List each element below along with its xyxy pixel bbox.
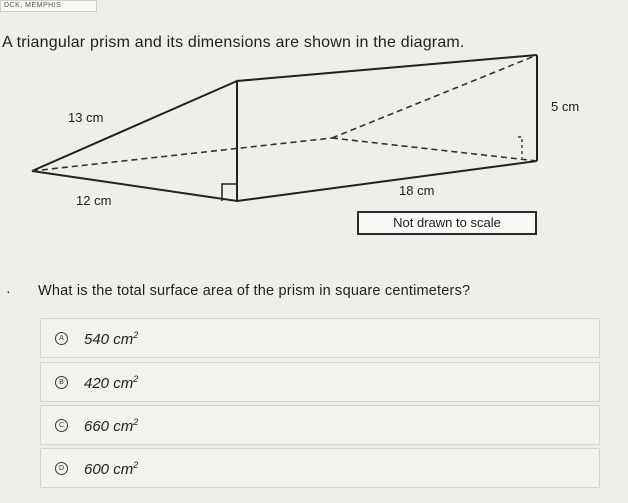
label-length: 18 cm — [399, 183, 435, 198]
front-face — [32, 81, 237, 201]
hidden-right-angle — [518, 137, 522, 158]
scale-note: Not drawn to scale — [357, 211, 537, 235]
label-base: 12 cm — [76, 193, 112, 208]
choice-c-value: 660 $cm^2$ — [84, 417, 139, 435]
label-hypotenuse: 13 cm — [68, 110, 104, 125]
choice-b[interactable] — [40, 362, 600, 402]
choice-a[interactable] — [40, 318, 600, 358]
choice-b-badge: B — [55, 376, 68, 389]
question-text: What is the total surface area of the prism in square centimeters? — [38, 283, 471, 299]
bullet-dot: · — [6, 283, 11, 299]
choice-a-badge: A — [55, 332, 68, 345]
header-tag: DCK, MEMPHIS — [0, 0, 97, 12]
intro-text: A triangular prism and its dimensions are shown in the diagram. — [2, 34, 465, 51]
bottom-edge — [237, 161, 537, 201]
label-height: 5 cm — [551, 99, 580, 114]
hidden-base-edge — [32, 138, 332, 171]
choice-c[interactable] — [40, 405, 600, 445]
top-edge — [237, 55, 537, 81]
choice-b-value: 420 $cm^2$ — [84, 374, 139, 392]
choice-c-badge: C — [55, 419, 68, 432]
hidden-slant-edge — [332, 55, 537, 138]
choice-d[interactable] — [40, 448, 600, 488]
choice-d-badge: D — [55, 462, 68, 475]
choice-d-value: 600 $cm^2$ — [84, 460, 139, 478]
hidden-back-base — [332, 138, 537, 161]
choice-a-value: 540 $cm^2$ — [84, 330, 139, 348]
